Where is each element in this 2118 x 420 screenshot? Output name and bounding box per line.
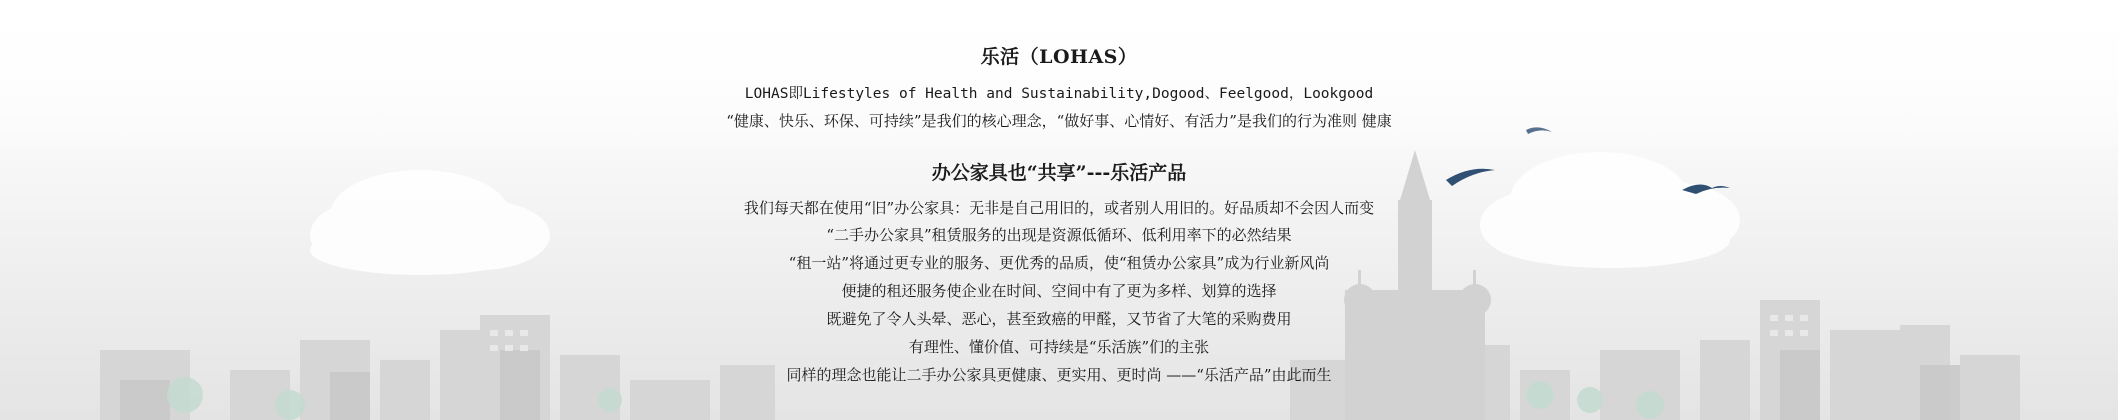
paragraph-line: 我们每天都在使用“旧”办公家具：无非是自己用旧的，或者别人用旧的。好品质却不会因人而变 [743, 199, 1375, 217]
paragraph-line: 有理性、懂价值、可持续是“乐活族”们的主张 [908, 338, 1210, 356]
paragraph-line: “二手办公家具”租赁服务的出现是资源低循环、低利用率下的必然结果 [826, 226, 1292, 244]
section-title-lohas: 乐活（LOHAS） [980, 46, 1138, 68]
paragraph-line: 同样的理念也能让二手办公家具更健康、更实用、更时尚 ——“乐活产品”由此而生 [786, 366, 1332, 384]
lohas-definition-line: LOHAS即Lifestyles of Health and Sustainability,Dogood、Feelgood，Lookgood [744, 86, 1374, 102]
section-title-office-furniture: 办公家具也“共享”---乐活产品 [931, 162, 1187, 184]
paragraph-line: “租一站”将通过更专业的服务、更优秀的品质，使“租赁办公家具”成为行业新风尚 [788, 254, 1330, 272]
core-values-line: “健康、快乐、环保、可持续”是我们的核心理念，“做好事、心情好、有活力”是我们的行为准则 健康 [726, 112, 1392, 130]
paragraph-line: 既避免了令人头晕、恶心，甚至致癌的甲醛，又节省了大笔的采购费用 [826, 310, 1292, 328]
paragraph-line: 便捷的租还服务使企业在时间、空间中有了更为多样、划算的选择 [841, 282, 1277, 300]
